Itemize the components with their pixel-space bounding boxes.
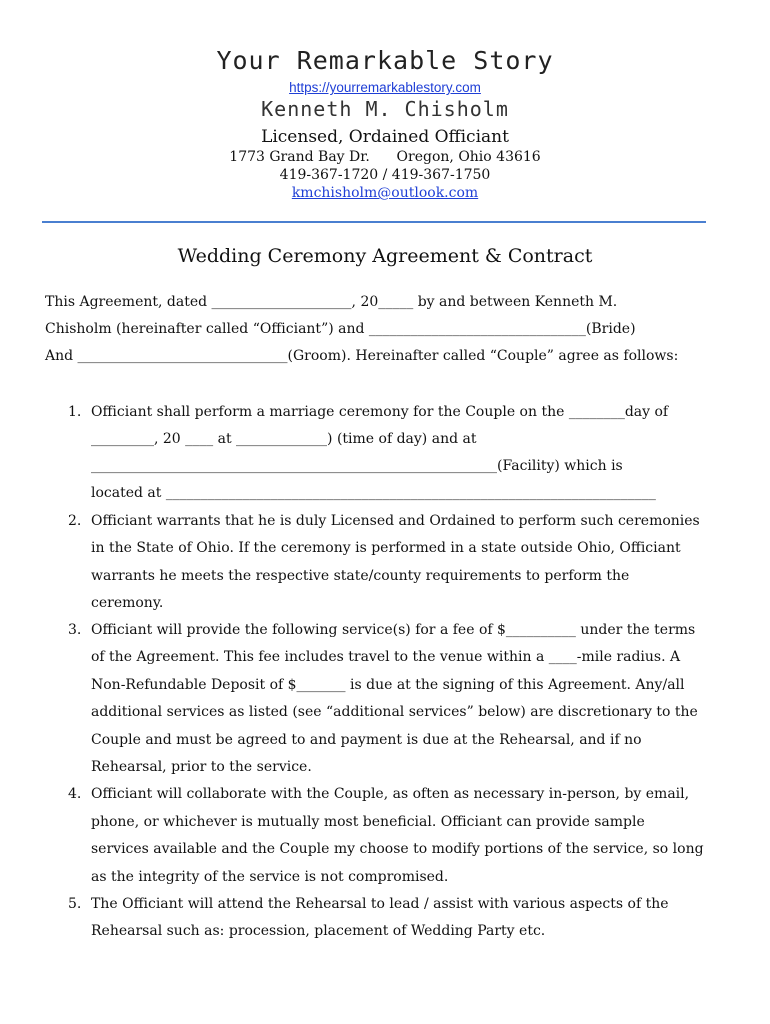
list-number: 4.: [68, 786, 82, 802]
list-number: 3.: [68, 622, 82, 638]
list-line: Officiant will collaborate with the Couple, as often as necessary in-person, by email,: [91, 786, 690, 802]
email-link[interactable]: kmchisholm@outlook.com: [291, 185, 479, 201]
phone-line: 419-367-1720 / 419-367-1750: [279, 167, 491, 183]
list-line: Couple and must be agreed to and payment is due at the Rehearsal, and if no: [91, 732, 642, 748]
list-line: _________, 20 ____ at _____________) (time of day) and at: [91, 431, 477, 447]
intro-line: Chisholm (hereinafter called “Officiant”) and _______________________________(Bride): [45, 321, 636, 337]
list-line: as the integrity of the service is not compromised.: [91, 869, 449, 885]
list-line: located at ______________________________________________________________________: [91, 485, 656, 501]
list-line: services available and the Couple my choose to modify portions of the service, so long: [91, 841, 704, 857]
list-line: Officiant will provide the following service(s) for a fee of $__________ under the terms: [91, 622, 696, 638]
header-divider: [42, 221, 706, 223]
list-line: warrants he meets the respective state/county requirements to perform the: [91, 568, 630, 584]
list-line: __________________________________________________________(Facility) which is: [91, 458, 623, 474]
intro-line: This Agreement, dated ____________________, 20_____ by and between Kenneth M.: [45, 294, 618, 310]
list-line: ceremony.: [91, 595, 164, 611]
list-line: Rehearsal such as: procession, placement of Wedding Party etc.: [91, 923, 546, 939]
list-line: of the Agreement. This fee includes travel to the venue within a ____-mile radius. A: [91, 649, 681, 665]
list-line: additional services as listed (see “additional services” below) are discretionary to the: [91, 704, 698, 720]
list-line: phone, or whichever is mutually most beneficial. Officiant can provide sample: [91, 814, 645, 830]
document-title: Wedding Ceremony Agreement & Contract: [177, 245, 593, 267]
intro-line: And ______________________________(Groom). Hereinafter called “Couple” agree as follows:: [45, 348, 679, 364]
list-line: in the State of Ohio. If the ceremony is performed in a state outside Ohio, Officiant: [91, 540, 681, 556]
list-line: Officiant shall perform a marriage ceremony for the Couple on the ________day of: [91, 404, 669, 420]
address-text: 1773 Grand Bay Dr. Oregon, Ohio 43616: [229, 149, 541, 165]
brand-title: Your Remarkable Story: [216, 46, 554, 75]
address-line: [0, 149, 770, 165]
list-number: 2.: [68, 513, 82, 529]
officiant-name: Kenneth M. Chisholm: [261, 97, 509, 121]
list-number: 5.: [68, 896, 82, 912]
list-number: 1.: [68, 404, 82, 420]
website-link[interactable]: https://yourremarkablestory.com: [289, 80, 481, 95]
list-line: Non-Refundable Deposit of $_______ is due at the signing of this Agreement. Any/all: [91, 677, 685, 693]
officiant-title: Licensed, Ordained Officiant: [261, 127, 509, 147]
list-line: Rehearsal, prior to the service.: [91, 759, 312, 775]
list-line: Officiant warrants that he is duly Licensed and Ordained to perform such ceremonies: [91, 513, 700, 529]
list-line: The Officiant will attend the Rehearsal to lead / assist with various aspects of the: [91, 896, 669, 912]
